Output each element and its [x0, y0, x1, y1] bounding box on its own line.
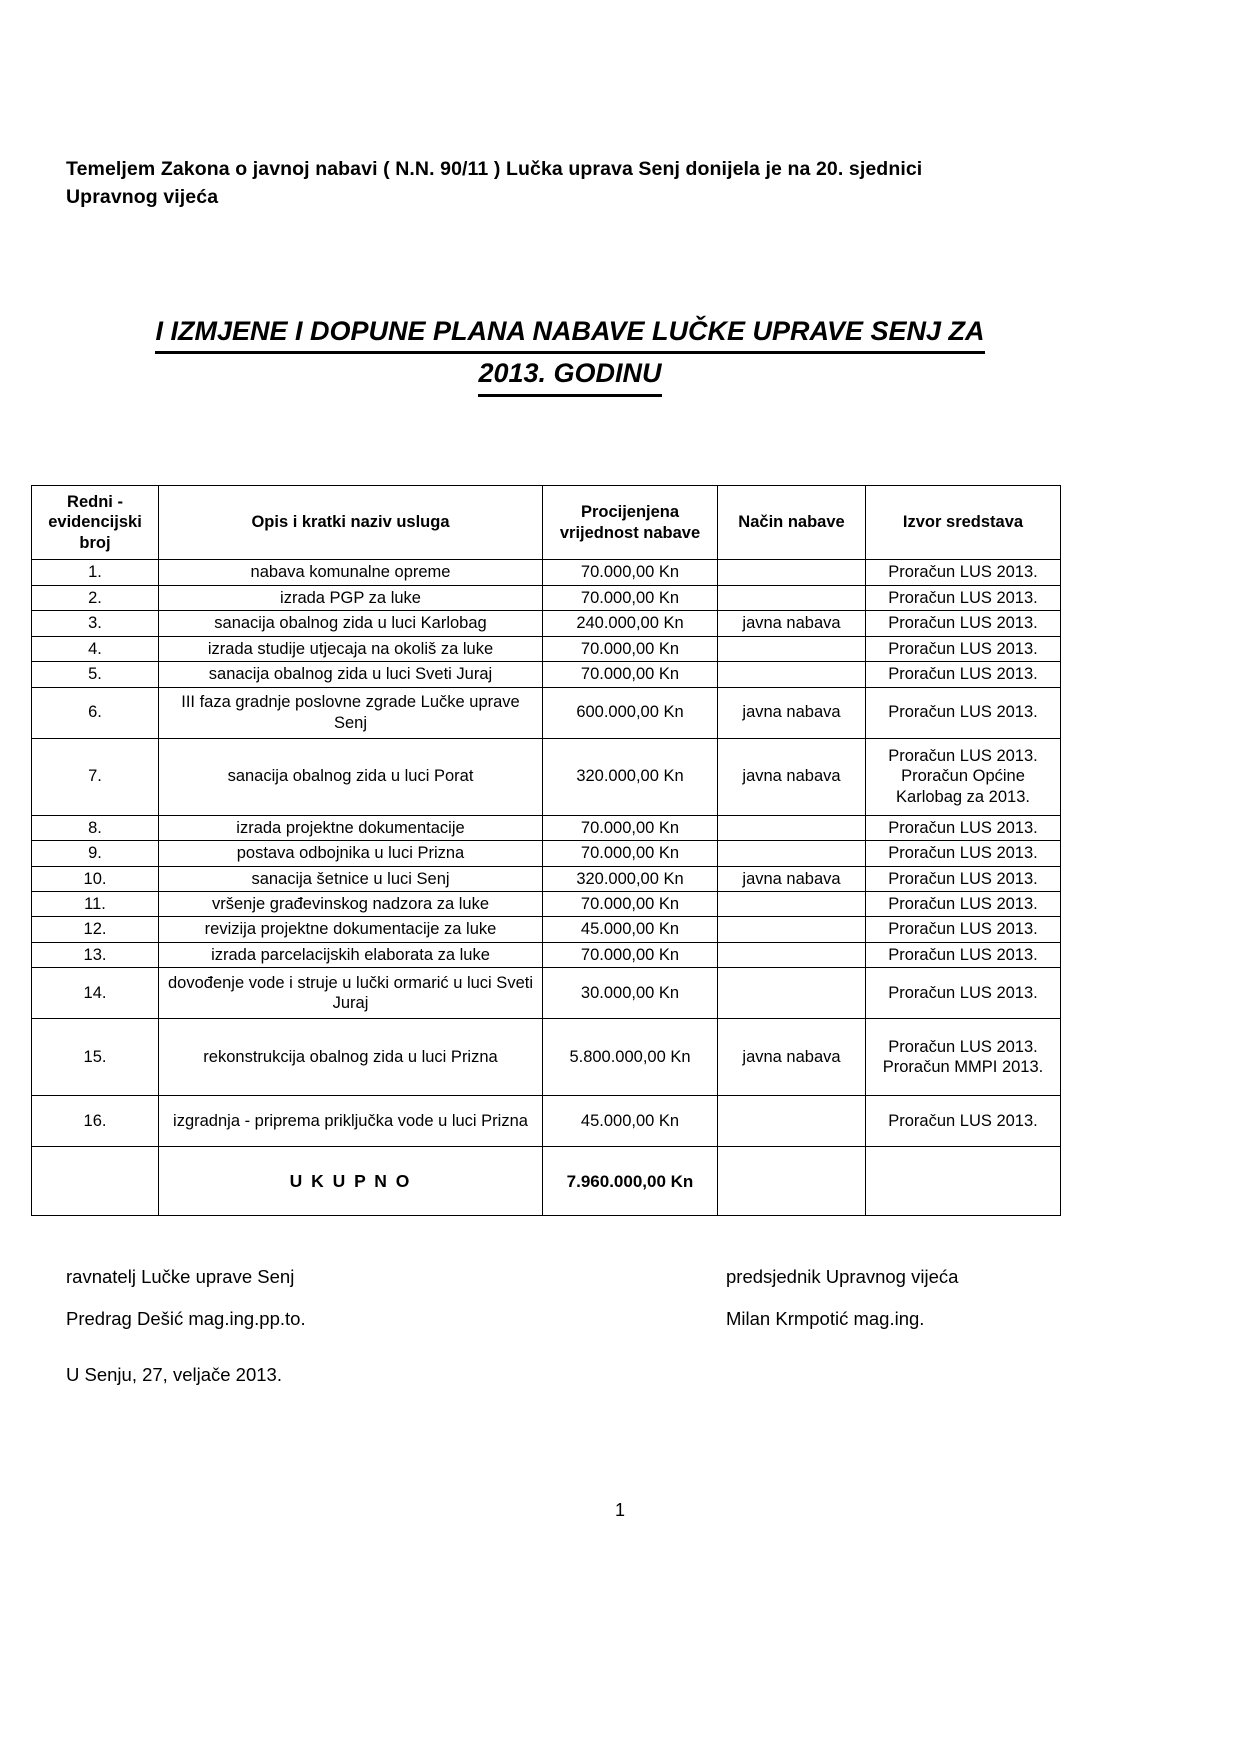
cell-value: 70.000,00 Kn	[543, 662, 718, 687]
cell-source: Proračun LUS 2013.	[866, 585, 1061, 610]
cell-number: 16.	[32, 1096, 159, 1147]
cell-number: 3.	[32, 611, 159, 636]
cell-value: 70.000,00 Kn	[543, 815, 718, 840]
table-row	[32, 891, 1061, 916]
cell-value: 30.000,00 Kn	[543, 968, 718, 1019]
cell-number: 6.	[32, 687, 159, 738]
total-value: 7.960.000,00 Kn	[543, 1147, 718, 1216]
cell-number: 10.	[32, 866, 159, 891]
cell-value: 70.000,00 Kn	[543, 560, 718, 585]
cell-description: sanacija obalnog zida u luci Karlobag	[159, 611, 543, 636]
table-row	[32, 585, 1061, 610]
cell-value: 70.000,00 Kn	[543, 585, 718, 610]
cell-description: nabava komunalne opreme	[159, 560, 543, 585]
table-row	[32, 560, 1061, 585]
cell-mode: javna nabava	[718, 687, 866, 738]
cell-number: 9.	[32, 841, 159, 866]
cell-mode	[718, 891, 866, 916]
cell-description: sanacija obalnog zida u luci Porat	[159, 738, 543, 815]
column-header-number: Redni - evidencijski broj	[32, 486, 159, 560]
table-row	[32, 866, 1061, 891]
table-row	[32, 611, 1061, 636]
signature-left-name: Predrag Dešić mag.ing.pp.to.	[66, 1307, 306, 1329]
cell-value: 70.000,00 Kn	[543, 841, 718, 866]
table-row	[32, 738, 1061, 815]
cell-number: 5.	[32, 662, 159, 687]
cell-source: Proračun LUS 2013. Proračun Općine Karlobag za 2013.	[866, 738, 1061, 815]
table-header-row	[32, 486, 1061, 560]
cell-mode	[718, 560, 866, 585]
column-header-value: Procijenjena vrijednost nabave	[543, 486, 718, 560]
intro-paragraph: Temeljem Zakona o javnoj nabavi ( N.N. 90/11 ) Lučka uprava Senj donijela je na 20. sjednici Upravnog vijeća	[66, 158, 923, 209]
cell-description: izgradnja - priprema priključka vode u luci Prizna	[159, 1096, 543, 1147]
cell-source: Proračun LUS 2013.	[866, 891, 1061, 916]
place-and-date: U Senju, 27, veljače 2013.	[66, 1364, 282, 1385]
table-row	[32, 815, 1061, 840]
cell-number: 11.	[32, 891, 159, 916]
page-title	[70, 312, 1070, 397]
table-row	[32, 942, 1061, 967]
cell-description: dovođenje vode i struje u lučki ormarić u luci Sveti Juraj	[159, 968, 543, 1019]
cell-description: izrada studije utjecaja na okoliš za luke	[159, 636, 543, 661]
signature-right-name: Milan Krmpotić mag.ing.	[726, 1307, 925, 1329]
cell-value: 45.000,00 Kn	[543, 917, 718, 942]
table-row	[32, 1019, 1061, 1096]
cell-number: 15.	[32, 1019, 159, 1096]
column-header-description: Opis i kratki naziv usluga	[159, 486, 543, 560]
cell-description: izrada projektne dokumentacije	[159, 815, 543, 840]
cell-mode	[718, 585, 866, 610]
cell-mode: javna nabava	[718, 866, 866, 891]
cell-mode	[718, 636, 866, 661]
signature-block-left	[66, 1256, 306, 1339]
cell-value: 70.000,00 Kn	[543, 636, 718, 661]
cell-source: Proračun LUS 2013.	[866, 611, 1061, 636]
cell-number: 2.	[32, 585, 159, 610]
cell-mode	[718, 942, 866, 967]
cell-description: sanacija šetnice u luci Senj	[159, 866, 543, 891]
cell-source: Proračun LUS 2013.	[866, 968, 1061, 1019]
cell-number: 7.	[32, 738, 159, 815]
table-body	[32, 560, 1061, 1216]
cell-mode: javna nabava	[718, 1019, 866, 1096]
cell-mode	[718, 917, 866, 942]
cell-value: 5.800.000,00 Kn	[543, 1019, 718, 1096]
cell-source: Proračun LUS 2013.	[866, 662, 1061, 687]
cell-number: 13.	[32, 942, 159, 967]
table-row	[32, 636, 1061, 661]
cell-source: Proračun LUS 2013.	[866, 841, 1061, 866]
cell-value: 320.000,00 Kn	[543, 738, 718, 815]
cell-source: Proračun LUS 2013.	[866, 1096, 1061, 1147]
total-empty-number	[32, 1147, 159, 1216]
page-title-line-1: I IZMJENE I DOPUNE PLANA NABAVE LUČKE UPRAVE SENJ ZA	[155, 312, 984, 354]
cell-value: 600.000,00 Kn	[543, 687, 718, 738]
table-row	[32, 968, 1061, 1019]
cell-source: Proračun LUS 2013.	[866, 942, 1061, 967]
table-row	[32, 917, 1061, 942]
cell-source: Proračun LUS 2013. Proračun MMPI 2013.	[866, 1019, 1061, 1096]
table-row	[32, 1096, 1061, 1147]
cell-source: Proračun LUS 2013.	[866, 815, 1061, 840]
cell-description: vršenje građevinskog nadzora za luke	[159, 891, 543, 916]
page-number: 1	[614, 1500, 625, 1520]
total-source	[866, 1147, 1061, 1216]
signature-right-role: predsjednik Upravnog vijeća	[726, 1266, 959, 1287]
cell-mode	[718, 1096, 866, 1147]
cell-source: Proračun LUS 2013.	[866, 866, 1061, 891]
cell-number: 14.	[32, 968, 159, 1019]
cell-description: rekonstrukcija obalnog zida u luci Prizna	[159, 1019, 543, 1096]
table-row	[32, 687, 1061, 738]
cell-value: 70.000,00 Kn	[543, 891, 718, 916]
table-row	[32, 662, 1061, 687]
cell-number: 12.	[32, 917, 159, 942]
cell-value: 45.000,00 Kn	[543, 1096, 718, 1147]
cell-description: postava odbojnika u luci Prizna	[159, 841, 543, 866]
cell-source: Proračun LUS 2013.	[866, 687, 1061, 738]
cell-description: izrada parcelacijskih elaborata za luke	[159, 942, 543, 967]
cell-mode	[718, 815, 866, 840]
cell-number: 1.	[32, 560, 159, 585]
table-row	[32, 841, 1061, 866]
cell-description: sanacija obalnog zida u luci Sveti Juraj	[159, 662, 543, 687]
signature-block-right	[726, 1256, 958, 1339]
cell-source: Proračun LUS 2013.	[866, 560, 1061, 585]
cell-description: izrada PGP za luke	[159, 585, 543, 610]
column-header-mode: Način nabave	[718, 486, 866, 560]
signature-left-role: ravnatelj Lučke uprave Senj	[66, 1266, 295, 1287]
cell-source: Proračun LUS 2013.	[866, 636, 1061, 661]
page-title-line-2: 2013. GODINU	[478, 354, 661, 396]
cell-value: 320.000,00 Kn	[543, 866, 718, 891]
cell-value: 70.000,00 Kn	[543, 942, 718, 967]
table-total-row	[32, 1147, 1061, 1216]
column-header-source: Izvor sredstava	[866, 486, 1061, 560]
cell-mode	[718, 662, 866, 687]
total-mode	[718, 1147, 866, 1216]
total-label: U K U P N O	[159, 1147, 543, 1216]
cell-description: III faza gradnje poslovne zgrade Lučke uprave Senj	[159, 687, 543, 738]
cell-mode	[718, 841, 866, 866]
cell-mode: javna nabava	[718, 738, 866, 815]
cell-number: 8.	[32, 815, 159, 840]
cell-source: Proračun LUS 2013.	[866, 917, 1061, 942]
cell-value: 240.000,00 Kn	[543, 611, 718, 636]
cell-number: 4.	[32, 636, 159, 661]
cell-mode	[718, 968, 866, 1019]
cell-mode: javna nabava	[718, 611, 866, 636]
cell-description: revizija projektne dokumentacije za luke	[159, 917, 543, 942]
procurement-plan-table	[31, 485, 1061, 1216]
